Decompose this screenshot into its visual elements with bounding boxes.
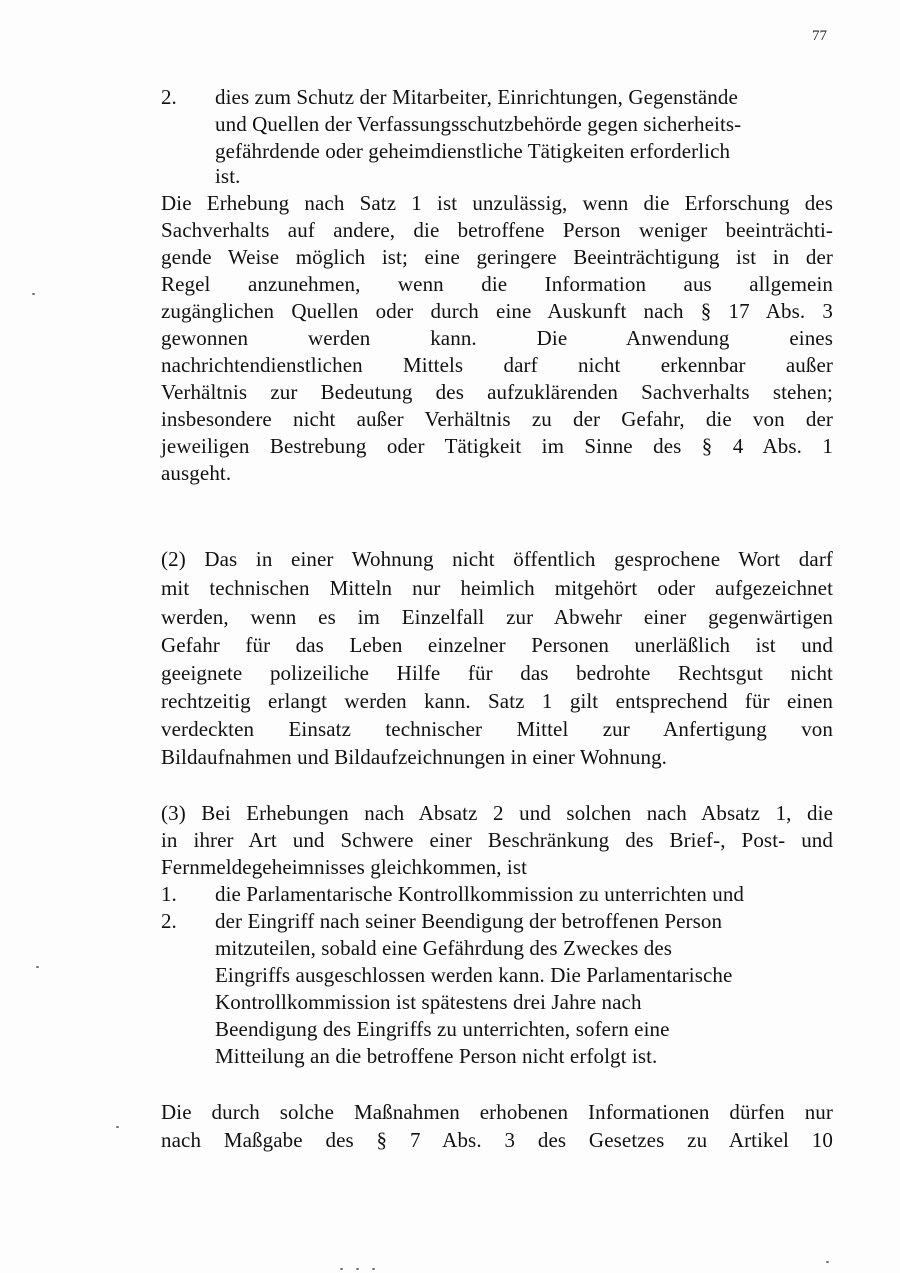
list-item-line: Kontrollkommission ist spätestens drei Jahre nach: [215, 990, 642, 1014]
paragraph-line: nachrichtendienstlichen Mittels darf nicht erkennbar außer: [161, 353, 833, 377]
paragraph-line: Bildaufnahmen und Bildaufzeichnungen in einer Wohnung.: [161, 745, 668, 769]
list-item-line: der Eingriff nach seiner Beendigung der betroffenen Person: [215, 909, 723, 933]
paragraph-line: (3) Bei Erhebungen nach Absatz 2 und solchen nach Absatz 1, die: [161, 801, 833, 825]
list-item-number: 2.: [161, 85, 177, 109]
scan-speck: [32, 293, 35, 295]
paragraph-line: zugänglichen Quellen oder durch eine Auskunft nach § 17 Abs. 3: [161, 299, 833, 323]
paragraph-line: Die Erhebung nach Satz 1 ist unzulässig, wenn die Erforschung des: [161, 191, 833, 215]
paragraph-line: ausgeht.: [161, 461, 232, 485]
scan-speck: [116, 1126, 119, 1128]
paragraph-line: verdeckten Einsatz technischer Mittel zur Anfertigung von: [161, 717, 833, 741]
paragraph-line: mit technischen Mitteln nur heimlich mitgehört oder aufgezeichnet: [161, 576, 833, 600]
list-item-line: ist.: [215, 164, 241, 188]
list-item-line: und Quellen der Verfassungsschutzbehörde gegen sicherheits-: [215, 112, 742, 136]
paragraph-line: insbesondere nicht außer Verhältnis zu der Gefahr, die von der: [161, 407, 833, 431]
list-item-line: Beendigung des Eingriffs zu unterrichten, sofern eine: [215, 1017, 670, 1041]
paragraph-line: geeignete polizeiliche Hilfe für das bedrohte Rechtsgut nicht: [161, 661, 833, 685]
page-number: 77: [812, 28, 827, 44]
list-item-line: mitzuteilen, sobald eine Gefährdung des Zweckes des: [215, 936, 673, 960]
list-item-line: dies zum Schutz der Mitarbeiter, Einrichtungen, Gegenstände: [215, 85, 738, 109]
paragraph-line: werden, wenn es im Einzelfall zur Abwehr einer gegenwärtigen: [161, 605, 833, 629]
list-item-number: 1.: [161, 882, 177, 906]
scan-speck: [36, 966, 39, 968]
scan-speck: [356, 1268, 359, 1270]
list-item-line: Eingriffs ausgeschlossen werden kann. Die Parlamentarische: [215, 963, 733, 987]
paragraph-line: (2) Das in einer Wohnung nicht öffentlich gesprochene Wort darf: [161, 547, 833, 571]
scan-speck: [372, 1268, 375, 1270]
list-item-line: gefährdende oder geheimdienstliche Tätigkeiten erforderlich: [215, 139, 731, 163]
paragraph-line: jeweiligen Bestrebung oder Tätigkeit im Sinne des § 4 Abs. 1: [161, 434, 833, 458]
list-item-number: 2.: [161, 909, 177, 933]
scan-speck: [826, 1261, 829, 1263]
paragraph-line: gewonnen werden kann. Die Anwendung eines: [161, 326, 833, 350]
paragraph-line: Verhältnis zur Bedeutung des aufzuklärenden Sachverhalts stehen;: [161, 380, 833, 404]
paragraph-line: gende Weise möglich ist; eine geringere Beeinträchtigung ist in der: [161, 245, 833, 269]
list-item-line: Mitteilung an die betroffene Person nicht erfolgt ist.: [215, 1044, 658, 1068]
scan-speck: [340, 1268, 343, 1270]
paragraph-line: Gefahr für das Leben einzelner Personen unerläßlich ist und: [161, 633, 833, 657]
paragraph-line: Sachverhalts auf andere, die betroffene Person weniger beeinträchti-: [161, 218, 833, 242]
paragraph-line: Regel anzunehmen, wenn die Information aus allgemein: [161, 272, 833, 296]
paragraph-line: rechtzeitig erlangt werden kann. Satz 1 gilt entsprechend für einen: [161, 689, 833, 713]
paragraph-line: Die durch solche Maßnahmen erhobenen Informationen dürfen nur: [161, 1100, 833, 1124]
list-item-line: die Parlamentarische Kontrollkommission zu unterrichten und: [215, 882, 745, 906]
paragraph-line: in ihrer Art und Schwere einer Beschränkung des Brief-, Post- und: [161, 828, 833, 852]
paragraph-line: nach Maßgabe des § 7 Abs. 3 des Gesetzes zu Artikel 10: [161, 1128, 833, 1152]
paragraph-line: Fernmeldegeheimnisses gleichkommen, ist: [161, 855, 528, 879]
